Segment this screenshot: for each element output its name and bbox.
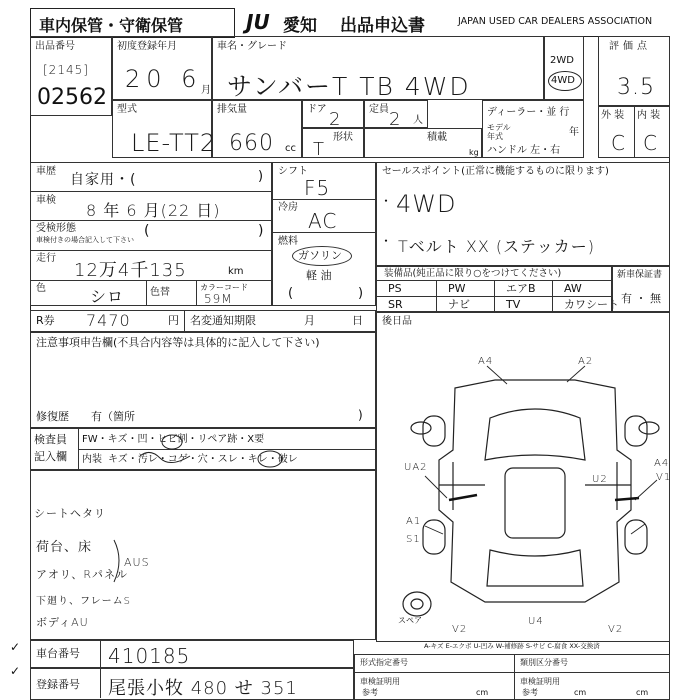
- note-line-3: アオリ、Rパネル: [36, 568, 128, 581]
- warranty-block: 新車保証書 有 ・ 無: [612, 266, 670, 312]
- note-line-4: 下廻り、フレームS: [36, 596, 131, 607]
- association-name: JAPAN USED CAR DEALERS ASSOCIATION: [458, 16, 653, 27]
- diagram-mark-u4: U4: [528, 616, 544, 627]
- ac-value: AC: [308, 209, 338, 233]
- diagram-mark-a4-right: A4: [654, 458, 670, 469]
- diagram-mark-a1: A1: [406, 516, 422, 527]
- lot-number: 02562: [37, 85, 107, 110]
- plate-value: 尾張小牧 480 せ 351: [108, 678, 298, 699]
- first-reg-cell: 初度登録年月 20 6 月: [112, 36, 212, 100]
- fuel-gas-circle: [292, 246, 352, 266]
- displacement-value: 660: [229, 131, 274, 156]
- mileage-value: 12万4千135: [74, 260, 187, 281]
- car-damage-diagram: [395, 350, 670, 640]
- equipment-item: エアB: [506, 282, 536, 295]
- checkmark-2: ✓: [10, 664, 21, 678]
- inspector-scribble: [100, 428, 300, 472]
- lot-no-small: [2145]: [43, 63, 89, 77]
- diagram-mark-a4-top: A4: [478, 356, 494, 367]
- equipment-item: ナビ: [448, 298, 470, 311]
- color-code-value: 59M: [204, 292, 233, 306]
- first-reg-value: 20 6: [125, 65, 203, 93]
- ext-int-divider: [634, 106, 635, 158]
- capacity-cell: 定員 2 人: [364, 100, 428, 128]
- dealer-cell: ディーラー・並 行 モデル 年式 年 ハンドル 左・右: [482, 100, 584, 158]
- rating-cell: 評価点 3.5: [598, 36, 670, 106]
- note-line-2: 荷台、床: [36, 540, 93, 555]
- storage-label-box: [30, 8, 235, 38]
- doors-cell: ドア 2: [302, 100, 364, 128]
- diagram-mark-ua2: UA2: [404, 462, 428, 473]
- diagram-mark-v2-right: V2: [608, 624, 624, 635]
- equipment-item: PW: [448, 282, 466, 295]
- diagram-mark-s1: S1: [406, 534, 421, 545]
- car-name-value: サンバーT TB 4WD: [227, 72, 471, 101]
- bracket-mark: [112, 538, 126, 584]
- damage-legend: A-キズ E-エクボ U-凹み W-補修跡 S-サビ C-腐食 XX-交換済: [424, 642, 600, 650]
- shift-value: F5: [304, 176, 331, 200]
- displacement-cell: 排気量 660 cc: [212, 100, 302, 158]
- note-line-1: シートヘタリ: [34, 507, 106, 520]
- equipment-item: TV: [506, 298, 521, 311]
- diagram-mark-v2-left: V2: [452, 624, 468, 635]
- checkmark-1: ✓: [10, 640, 21, 654]
- chassis-value: 410185: [108, 644, 191, 668]
- shape-cell: 形状 T: [302, 128, 364, 158]
- equipment-item: PS: [388, 282, 402, 295]
- diagram-mark-u2: U2: [592, 474, 608, 485]
- ext-int-cell: 外 装 内 装 C C: [598, 106, 670, 158]
- load-cell: 積載 kg: [364, 128, 482, 158]
- diagram-mark-a2-top: A2: [578, 356, 594, 367]
- inspection-value: 8 年 6 月(22 日): [86, 201, 221, 220]
- lot-no-cell: 出品番号 [2145] 02562: [30, 36, 112, 116]
- model-value: LE-TT2: [131, 129, 217, 157]
- recycle-value: 7470: [86, 311, 131, 330]
- org-name: 愛知: [283, 16, 317, 36]
- sales-point-2: Tベルト XX (ステッカー): [398, 237, 596, 256]
- equipment-item: カワシート: [564, 298, 619, 311]
- sales-point-1: 4WD: [396, 190, 457, 218]
- car-name-cell: 車名・グレード サンバーT TB 4WD: [212, 36, 544, 100]
- note-line-3b: AUS: [124, 556, 150, 569]
- drive-cell: 2WD 4WD: [544, 36, 584, 100]
- equipment-item: SR: [388, 298, 403, 311]
- diagram-mark-v1-right: V1: [656, 472, 672, 483]
- equipment-item: AW: [564, 282, 582, 295]
- ju-logo: JU: [246, 10, 270, 34]
- note-line-5: ボディAU: [36, 616, 89, 629]
- history-value: 自家用・(: [70, 172, 137, 188]
- model-cell: 型式 LE-TT2: [112, 100, 212, 158]
- rating-value: 3.5: [617, 75, 655, 100]
- form-title: 出品申込書: [340, 16, 425, 36]
- storage-label: 車内保管・守衛保管: [39, 16, 184, 35]
- color-value: シロ: [90, 287, 125, 306]
